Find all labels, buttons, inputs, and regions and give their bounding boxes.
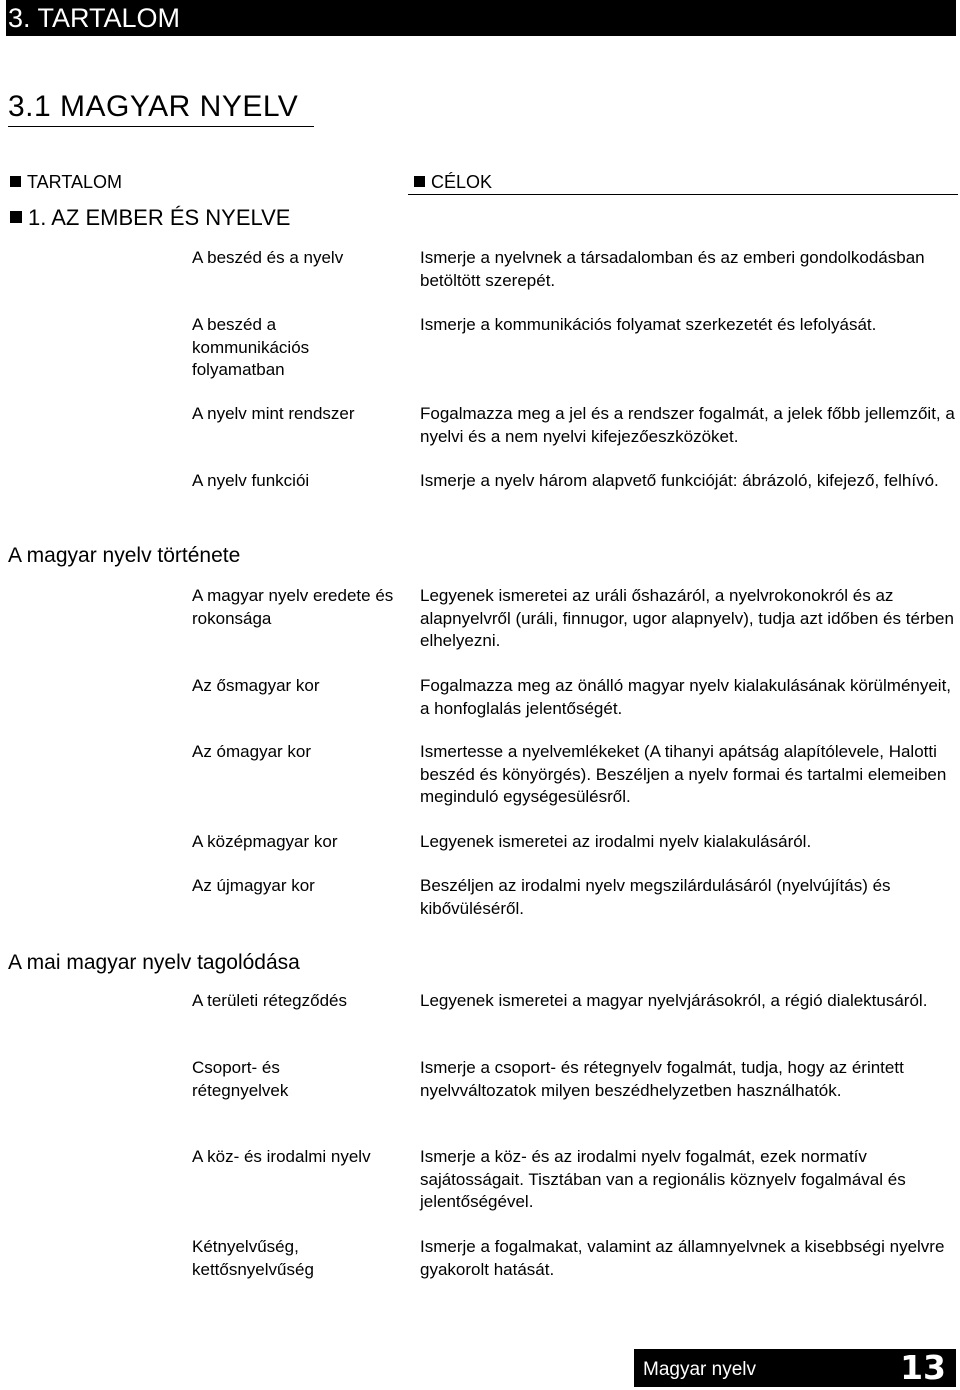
goal-item: Legyenek ismeretei az uráli őshazáról, a nyelvrokonokról és az alapnyelvről (uráli, finnugor, ugor alapnyelv), tudja azt időben és térben elhelyezni. xyxy=(420,586,954,650)
topic-item: A nyelv funkciói xyxy=(192,471,310,490)
topic-item: A beszéd a kommunikációs folyamatban xyxy=(192,315,310,379)
topic-item: A köz- és irodalmi nyelv xyxy=(192,1147,371,1166)
goal-item: Ismerje a nyelv három alapvető funkcióját: ábrázoló, kifejező, felhívó. xyxy=(420,471,939,490)
goal-item: Ismerje a nyelvnek a társadalomban és az emberi gondolkodásban betöltött szerepét. xyxy=(420,248,925,290)
topic-item: A nyelv mint rendszer xyxy=(192,404,355,423)
square-bullet-icon xyxy=(10,176,21,187)
topic-item: A beszéd és a nyelv xyxy=(192,248,344,267)
topic-item: A területi rétegződés xyxy=(192,991,347,1010)
topic-item: Az ómagyar kor xyxy=(192,742,312,761)
chapter-title: 3. TARTALOM xyxy=(8,3,181,33)
goal-item: Legyenek ismeretei az irodalmi nyelv kialakulásáról. xyxy=(420,832,812,851)
topic-item: A magyar nyelv eredete és rokonsága xyxy=(192,586,394,628)
chapter-title-bar xyxy=(6,0,956,36)
chapter-1-heading xyxy=(10,205,290,231)
section-title: 3.1 MAGYAR NYELV xyxy=(8,88,314,127)
page-number: 13 xyxy=(900,1348,946,1387)
topic-item: Csoport- és rétegnyelvek xyxy=(192,1058,289,1100)
goals-column-heading xyxy=(414,171,492,193)
footer-label: Magyar nyelv xyxy=(643,1359,756,1380)
goal-item: Fogalmazza meg az önálló magyar nyelv kialakulásának körülményeit, a honfoglalás jelentőségét. xyxy=(420,676,952,718)
goal-item: Ismerje a kommunikációs folyamat szerkezetét és lefolyását. xyxy=(420,315,877,334)
goal-item: Fogalmazza meg a jel és a rendszer fogalmát, a jelek főbb jellemzőit, a nyelvi és a nem nyelvi kifejezőeszközöket. xyxy=(420,404,955,446)
goal-item: Ismerje a fogalmakat, valamint az államnyelvnek a kisebbségi nyelvre gyakorolt hatását. xyxy=(420,1237,945,1279)
goal-item: Ismerje a csoport- és rétegnyelv fogalmát, tudja, hogy az érintett nyelvváltozatok milyen beszédhelyzetben használhatók. xyxy=(420,1058,904,1100)
topic-item: Kétnyelvűség, kettősnyelvűség xyxy=(192,1237,314,1279)
goal-item: Ismertesse a nyelvemlékeket (A tihanyi apátság alapítólevele, Halotti beszéd és könyörgés). Beszéljen a nyelv formai és tartalmi elemeiben meginduló egységesülésről. xyxy=(420,742,947,806)
goals-heading-rule xyxy=(408,194,958,195)
square-bullet-icon xyxy=(10,211,22,223)
subsection-title: A magyar nyelv története xyxy=(8,544,241,567)
square-bullet-icon xyxy=(414,176,425,187)
goal-item: Beszéljen az irodalmi nyelv megszilárdulásáról (nyelvújítás) és kibővüléséről. xyxy=(420,876,891,918)
content-column-heading xyxy=(10,171,122,193)
page-footer xyxy=(634,1349,956,1387)
goal-item: Legyenek ismeretei a magyar nyelvjárásokról, a régió dialektusáról. xyxy=(420,991,928,1010)
topic-item: Az újmagyar kor xyxy=(192,876,315,895)
subsection-title: A mai magyar nyelv tagolódása xyxy=(8,951,300,974)
chapter-1-title: 1. AZ EMBER ÉS NYELVE xyxy=(28,205,291,230)
goal-item: Ismerje a köz- és az irodalmi nyelv fogalmát, ezek normatív sajátosságait. Tisztában van a regionális köznyelv fogalmával és jelentőségével. xyxy=(420,1147,906,1211)
topic-item: Az ősmagyar kor xyxy=(192,676,320,695)
goals-column-label: CÉLOK xyxy=(431,172,493,192)
content-column-label: TARTALOM xyxy=(27,172,123,192)
topic-item: A középmagyar kor xyxy=(192,832,338,851)
